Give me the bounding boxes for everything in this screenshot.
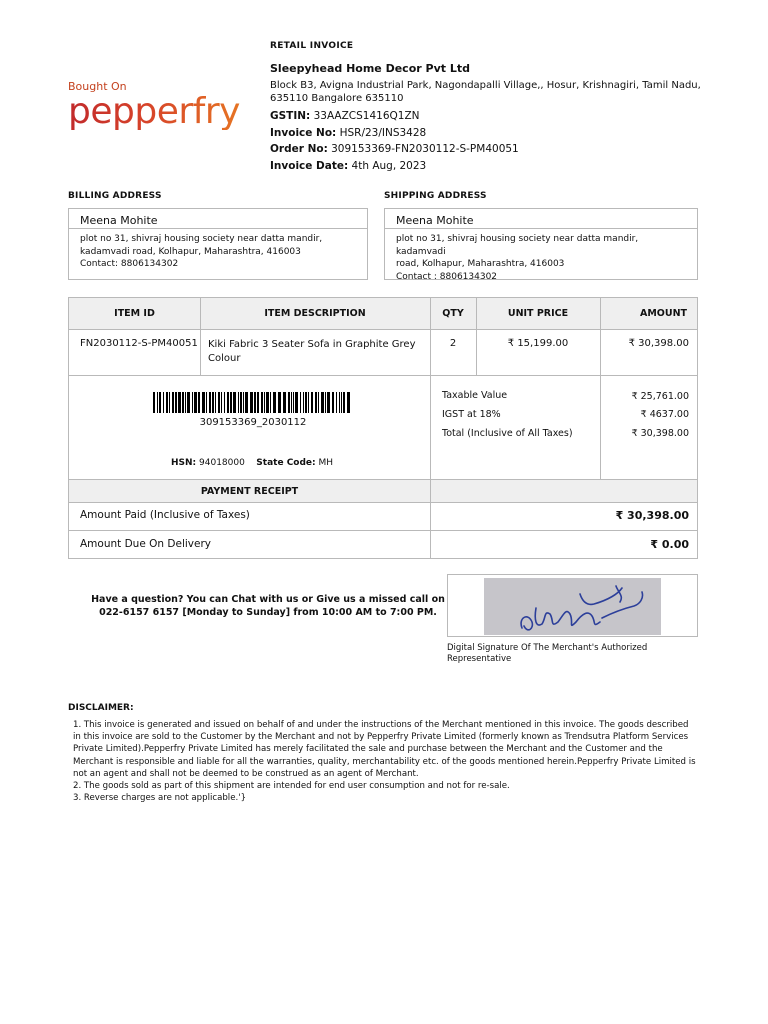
- item-id-cell: FN2030112-S-PM40051: [80, 338, 198, 349]
- barcode-bar: [240, 392, 242, 413]
- merchant-name: Sleepyhead Home Decor Pvt Ltd: [270, 61, 470, 75]
- barcode: [153, 392, 353, 413]
- shipping-address-box: [384, 208, 698, 280]
- barcode-bar: [308, 392, 309, 413]
- unit-price-cell: ₹ 15,199.00: [507, 338, 569, 349]
- barcode-bar: [336, 392, 337, 413]
- igst-value: ₹ 4637.00: [640, 409, 689, 420]
- qty-cell: 2: [449, 338, 457, 349]
- table-rule: [69, 479, 697, 480]
- order-no-label: Order No:: [270, 143, 328, 155]
- barcode-bar: [233, 392, 236, 413]
- barcode-bar: [175, 392, 177, 413]
- barcode-bar: [238, 392, 239, 413]
- barcode-bar: [332, 392, 334, 413]
- billing-address-body: [69, 229, 367, 275]
- invoice-no-value: HSR/23/INS3428: [339, 126, 427, 139]
- shipping-line1: plot no 31, shivraj housing society near datta mandir, kadamvadi: [396, 234, 639, 257]
- barcode-bar: [157, 392, 158, 413]
- doc-title: RETAIL INVOICE: [270, 41, 354, 51]
- gstin-value: 33AAZCS1416Q1ZN: [313, 110, 420, 122]
- signature-image: [484, 578, 661, 635]
- shipping-address-body: [385, 229, 697, 287]
- amount-paid-label-note: (Inclusive of Taxes): [149, 509, 250, 521]
- col-header-description: ITEM DESCRIPTION: [200, 298, 430, 329]
- barcode-number: 309153369_2030112: [199, 417, 307, 428]
- barcode-bar: [194, 392, 197, 413]
- barcode-bar: [341, 392, 342, 413]
- signature-caption: Digital Signature Of The Merchant's Authorized Representative: [447, 643, 648, 664]
- billing-name: Meena Mohite: [69, 209, 367, 229]
- barcode-bar: [250, 392, 253, 413]
- signature-box: [447, 574, 698, 637]
- state-code-value: MH: [318, 458, 334, 468]
- col-header-item-id: ITEM ID: [69, 298, 200, 329]
- amount-paid-label-main: Amount Paid: [80, 509, 150, 521]
- amount-due-value: ₹ 0.00: [650, 538, 689, 551]
- table-rule: [600, 298, 601, 480]
- barcode-bar: [318, 392, 319, 413]
- table-rule: [476, 298, 477, 375]
- amount-paid-label: [80, 509, 420, 521]
- barcode-bar: [227, 392, 229, 413]
- table-rule: [69, 375, 697, 376]
- barcode-bar: [257, 392, 259, 413]
- barcode-bar: [266, 392, 269, 413]
- barcode-bar: [327, 392, 330, 413]
- barcode-bar: [178, 392, 181, 413]
- barcode-bar: [185, 392, 186, 413]
- disclaimer-point-3: 3. Reverse charges are not applicable.'}: [73, 793, 247, 804]
- hsn-value: 94018000: [199, 458, 245, 468]
- billing-address-label: BILLING ADDRESS: [68, 191, 162, 201]
- barcode-bar: [221, 392, 222, 413]
- taxable-value-label: Taxable Value: [442, 390, 508, 401]
- barcode-bar: [283, 392, 286, 413]
- barcode-bar: [206, 392, 207, 413]
- barcode-bar: [202, 392, 205, 413]
- amount-due-label: Amount Due On Delivery: [80, 538, 211, 550]
- igst-label: IGST at 18%: [442, 409, 501, 420]
- invoice-no-label: Invoice No:: [270, 126, 337, 139]
- hsn-row: [171, 458, 371, 468]
- invoice-date-row: [270, 158, 730, 175]
- barcode-bar: [187, 392, 190, 413]
- barcode-bar: [315, 392, 317, 413]
- disclaimer-point-1: 1. This invoice is generated and issued on behalf of and under the instructions of the Merchant mentioned in this invoice. The goods described in this invoice are sold to the Customer by the Merchant and not by Pepperfry Private Limited (formerly known as Trendsutra Platform Services Private Limited).Pepperfry Private Limited has merely facilitated the sale and purchase between the Merchant and the Customer and the Merchant is responsible and liable for all the warranties, quality, merchantability etc. of the goods mentioned herein.Pepperfry Private Limited is not an agent and shall not be deemed to be construed as an agent of Merchant.: [73, 720, 696, 779]
- barcode-bar: [243, 392, 244, 413]
- invoice-table: [68, 297, 698, 559]
- table-rule: [69, 329, 697, 330]
- barcode-bar: [325, 392, 326, 413]
- barcode-bar: [311, 392, 313, 413]
- barcode-bar: [245, 392, 248, 413]
- barcode-bar: [293, 392, 294, 413]
- total-label: Total (Inclusive of All Taxes): [442, 428, 573, 439]
- payment-receipt-label: PAYMENT RECEIPT: [200, 485, 299, 497]
- billing-line1: plot no 31, shivraj housing society near datta mandir,: [80, 234, 323, 244]
- order-no-value: 309153369-FN2030112-S-PM40051: [331, 143, 519, 155]
- barcode-bar: [159, 392, 161, 413]
- barcode-bar: [305, 392, 307, 413]
- billing-address-box: [68, 208, 368, 280]
- col-header-amount: AMOUNT: [600, 298, 697, 329]
- barcode-bar: [339, 392, 340, 413]
- merchant-address: Block B3, Avigna Industrial Park, Nagondapalli Village,, Hosur, Krishnagiri, Tamil Nadu, 635110 Bangalore 635110: [270, 80, 701, 104]
- barcode-bar: [264, 392, 265, 413]
- table-rule: [69, 502, 697, 503]
- gstin-label: GSTIN:: [270, 110, 311, 122]
- table-rule: [430, 298, 431, 559]
- taxable-value: ₹ 25,761.00: [631, 391, 689, 402]
- barcode-bar: [212, 392, 214, 413]
- hsn-label: HSN:: [171, 458, 197, 468]
- support-line1: Have a question? You can Chat with us or Give us a missed call on: [91, 594, 445, 605]
- amount-paid-value: ₹ 30,398.00: [615, 509, 689, 522]
- disclaimer-body: [68, 719, 698, 804]
- disclaimer-title: DISCLAIMER:: [68, 703, 134, 713]
- order-no-row: [270, 141, 730, 158]
- barcode-bar: [218, 392, 220, 413]
- support-message: [88, 594, 448, 619]
- barcode-bar: [209, 392, 211, 413]
- gstin-row: [270, 108, 730, 125]
- barcode-bar: [215, 392, 216, 413]
- item-description-cell: Kiki Fabric 3 Seater Sofa in Graphite Grey Colour: [208, 339, 416, 364]
- barcode-bar: [295, 392, 298, 413]
- state-code-label: State Code:: [256, 458, 316, 468]
- amount-cell: ₹ 30,398.00: [628, 338, 689, 349]
- barcode-bar: [343, 392, 345, 413]
- disclaimer-point-2: 2. The goods sold as part of this shipment are intended for end user consumption and not for re-sale.: [73, 781, 510, 792]
- barcode-bar: [169, 392, 170, 413]
- invoice-date-value: 4th Aug, 2023: [351, 159, 427, 172]
- barcode-bar: [278, 392, 281, 413]
- support-line2: 022-6157 6157 [Monday to Sunday] from 10:00 AM to 7:00 PM.: [99, 606, 437, 618]
- signature-scribble: [484, 578, 661, 635]
- barcode-bar: [192, 392, 193, 413]
- barcode-bar: [291, 392, 292, 413]
- disclaimer: [68, 703, 698, 804]
- barcode-bar: [182, 392, 184, 413]
- total-value: ₹ 30,398.00: [631, 428, 689, 439]
- barcode-bar: [273, 392, 276, 413]
- billing-line2: kadamvadi road, Kolhapur, Maharashtra, 416003: [80, 246, 301, 257]
- col-header-qty: QTY: [430, 298, 476, 329]
- barcode-bar: [153, 392, 155, 413]
- logo-wordmark: pepperfry: [68, 94, 253, 130]
- pepperfry-logo: [68, 80, 253, 130]
- shipping-contact: Contact : 8806134302: [396, 271, 498, 282]
- invoice-no-row: [270, 125, 730, 142]
- barcode-bar: [270, 392, 271, 413]
- barcode-bar: [198, 392, 200, 413]
- table-rule: [69, 530, 697, 531]
- barcode-bar: [163, 392, 164, 413]
- barcode-bar: [321, 392, 324, 413]
- barcode-bar: [303, 392, 304, 413]
- shipping-name: Meena Mohite: [385, 209, 697, 229]
- shipping-address-label: SHIPPING ADDRESS: [384, 191, 487, 201]
- barcode-bar: [288, 392, 290, 413]
- barcode-bar: [172, 392, 174, 413]
- barcode-bar: [224, 392, 225, 413]
- barcode-bar: [347, 392, 350, 413]
- barcode-bar: [261, 392, 263, 413]
- barcode-bar: [230, 392, 232, 413]
- col-header-unit-price: UNIT PRICE: [476, 298, 600, 329]
- invoice-date-label: Invoice Date:: [270, 159, 349, 172]
- table-rule: [200, 298, 201, 375]
- shipping-line2: road, Kolhapur, Maharashtra, 416003: [396, 259, 565, 269]
- logo-tagline: Bought On: [68, 80, 127, 93]
- barcode-bar: [166, 392, 168, 413]
- invoice-header: [270, 38, 730, 174]
- barcode-bar: [300, 392, 301, 413]
- billing-contact: Contact: 8806134302: [80, 259, 179, 269]
- barcode-bar: [254, 392, 256, 413]
